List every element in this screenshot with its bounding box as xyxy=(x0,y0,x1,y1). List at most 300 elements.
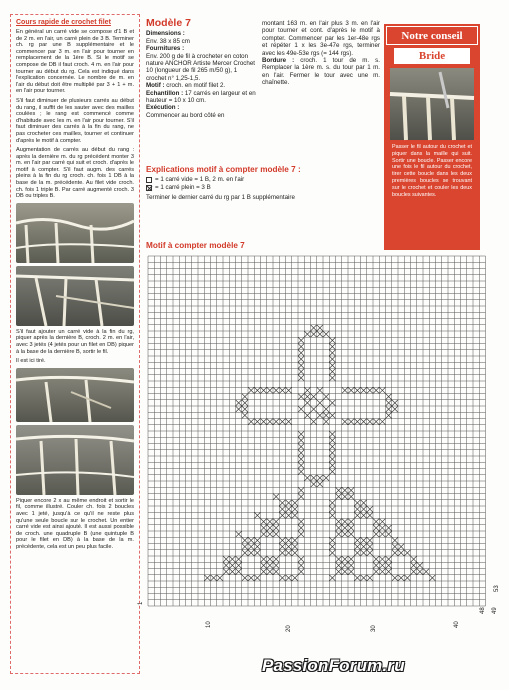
crossed-square xyxy=(392,406,398,412)
crossed-square xyxy=(423,569,429,575)
grid-lines xyxy=(148,256,486,606)
crossed-square xyxy=(386,525,392,531)
crossed-square xyxy=(329,337,335,343)
crossed-square xyxy=(286,537,292,543)
crossed-square xyxy=(411,569,417,575)
crossed-square xyxy=(204,575,210,581)
crossed-square xyxy=(342,562,348,568)
crossed-square xyxy=(392,550,398,556)
crossed-square xyxy=(329,469,335,475)
crossed-square xyxy=(367,550,373,556)
crossed-square xyxy=(304,394,310,400)
crossed-square xyxy=(261,387,267,393)
axis-label: 10 xyxy=(206,621,212,628)
crossed-square xyxy=(329,462,335,468)
dimensions-value: Env. 38 x 85 cm xyxy=(146,37,190,45)
crossed-square xyxy=(329,575,335,581)
crossed-square xyxy=(373,556,379,562)
crossed-square xyxy=(398,544,404,550)
crossed-square xyxy=(304,387,310,393)
crossed-square xyxy=(279,537,285,543)
crossed-square xyxy=(292,500,298,506)
crossed-square xyxy=(323,406,329,412)
sidebar-paragraph: En général un carré vide se compose d'1 B et de 2 m. en l'air, un carré plein de 3 B. Terminer ch. rg par une B supplémentaire et le commencer par 3 m. en l'air pour tourner en remplacement de la 1ère B. Si le motif se compose de DB il faut croch. 4 m. en l'air pour tourner au début du rg. Cela est indiqué dans l'explication concernée. Le nombre de m. en l'air du début doit être multiplié par 3 + 1 + m. en l'air pour tourner. xyxy=(16,29,134,95)
crossed-square xyxy=(298,531,304,537)
crossed-square xyxy=(386,412,392,418)
crossed-square xyxy=(279,512,285,518)
crossed-square xyxy=(298,562,304,568)
crossed-square xyxy=(311,481,317,487)
crossed-square xyxy=(248,419,254,425)
crossed-square xyxy=(236,406,242,412)
crossed-square xyxy=(267,562,273,568)
crossed-square xyxy=(348,494,354,500)
crossed-square xyxy=(279,506,285,512)
crossed-square xyxy=(411,562,417,568)
crossed-square xyxy=(261,531,267,537)
dimensions-label: Dimensions : xyxy=(146,30,185,38)
stitch-photo xyxy=(390,68,474,140)
crochet-photo-graphic xyxy=(16,368,134,422)
execution-value: Commencer au bord côté en xyxy=(146,111,225,119)
crossed-square xyxy=(323,331,329,337)
tip-stitch-name: Bride xyxy=(394,48,470,64)
crossed-square xyxy=(354,550,360,556)
crossed-square xyxy=(304,331,310,337)
crossed-square xyxy=(298,406,304,412)
crossed-square xyxy=(311,331,317,337)
crossed-square xyxy=(361,500,367,506)
crossed-square xyxy=(354,500,360,506)
crossed-square xyxy=(323,412,329,418)
crossed-square xyxy=(298,569,304,575)
crossed-square xyxy=(336,487,342,493)
crossed-square xyxy=(404,550,410,556)
crossed-square xyxy=(298,369,304,375)
crossed-square xyxy=(298,431,304,437)
crossed-square xyxy=(286,544,292,550)
crochet-course-sidebar xyxy=(10,14,140,674)
crossed-square xyxy=(242,400,248,406)
crossed-square xyxy=(417,562,423,568)
bordure-value: croch. 1 tour de m. s. Remplacer la 1ère m. s. du tour par 1 m. en l'air. Fermer le tour avec une m. chaînette. xyxy=(262,57,380,87)
crochet-photo xyxy=(16,425,134,495)
crossed-square xyxy=(304,400,310,406)
crossed-square xyxy=(248,387,254,393)
crossed-square xyxy=(261,519,267,525)
crossed-square xyxy=(379,556,385,562)
crossed-square xyxy=(336,519,342,525)
crossed-square xyxy=(386,394,392,400)
crossed-square xyxy=(392,400,398,406)
crossed-square xyxy=(273,556,279,562)
crochet-photo-graphic xyxy=(16,203,134,263)
crossed-square xyxy=(279,419,285,425)
crossed-square xyxy=(292,506,298,512)
crossed-square xyxy=(298,444,304,450)
crossed-square xyxy=(367,575,373,581)
crossed-square xyxy=(336,569,342,575)
crossed-square xyxy=(348,487,354,493)
crossed-square xyxy=(223,556,229,562)
crossed-square xyxy=(229,562,235,568)
crossed-square xyxy=(354,512,360,518)
crossed-square xyxy=(361,550,367,556)
crossed-square xyxy=(273,531,279,537)
crossed-square xyxy=(361,506,367,512)
crossed-square xyxy=(267,387,273,393)
crossed-square xyxy=(279,544,285,550)
crossed-square xyxy=(386,400,392,406)
crossed-square xyxy=(429,575,435,581)
crossed-square xyxy=(361,537,367,543)
crossed-square xyxy=(261,556,267,562)
crossed-square xyxy=(279,500,285,506)
crossed-square xyxy=(317,481,323,487)
crossed-square xyxy=(354,575,360,581)
crossed-square xyxy=(398,575,404,581)
crossed-square xyxy=(336,494,342,500)
crossed-square xyxy=(317,412,323,418)
tip-header: Notre conseil xyxy=(386,26,478,45)
crossed-square xyxy=(292,544,298,550)
crossed-square xyxy=(242,406,248,412)
crossed-square xyxy=(273,525,279,531)
crossed-square xyxy=(267,525,273,531)
crossed-square xyxy=(367,387,373,393)
crossed-square xyxy=(379,519,385,525)
crossed-square xyxy=(286,500,292,506)
crossed-square xyxy=(329,362,335,368)
crossed-square xyxy=(298,487,304,493)
crossed-square xyxy=(292,575,298,581)
crossed-square xyxy=(329,512,335,518)
motif-value: croch. en motif filet 2. xyxy=(166,82,226,90)
crossed-square xyxy=(311,419,317,425)
crossed-square xyxy=(367,544,373,550)
crossed-square xyxy=(373,519,379,525)
crossed-square xyxy=(298,519,304,525)
crossed-square xyxy=(329,506,335,512)
sidebar-title: Cours rapide de crochet filet xyxy=(16,19,111,26)
motif-label: Motif : xyxy=(146,82,165,90)
crossed-square xyxy=(329,437,335,443)
axis-label: 53 xyxy=(494,585,500,592)
crossed-square xyxy=(229,569,235,575)
axis-label: 20 xyxy=(286,625,292,632)
crossed-square xyxy=(217,575,223,581)
sidebar-paragraph: Augmentation de carrés au début du rang : après la dernière m. du rg précédent monter 3 m. en l'air par carré qui suit et croch. d'après le motif à compter. S'il faut augm. des carrés pleins à la fin du rg croch. ch. fois 1 DB à la base de la m. précédente. Au filet vide croch. ch. fois 1 triple B. Par carré augmenté croch. 3 DB ou triples B. xyxy=(16,147,134,200)
crossed-square xyxy=(286,419,292,425)
crossed-square xyxy=(211,575,217,581)
crossed-square xyxy=(342,419,348,425)
stitch-photo-graphic xyxy=(390,68,474,140)
crossed-square xyxy=(342,494,348,500)
crossed-square xyxy=(348,419,354,425)
crossed-square xyxy=(261,525,267,531)
filet-chart-grid xyxy=(140,252,504,656)
crossed-square xyxy=(342,531,348,537)
crossed-square xyxy=(242,412,248,418)
crossed-square xyxy=(342,487,348,493)
tip-text: Passer le fil autour du crochet et piquer dans la maille qui suit. Sortir une boucle. Passer encore une fois le fil autour du crochet, tirer cette boucle dans les deux premières boucles se trouvant sur le crochet et couler les deux boucles suivantes. xyxy=(392,144,472,198)
execution-label: Exécution : xyxy=(146,104,180,112)
model-instructions-continued xyxy=(262,20,380,87)
crossed-square xyxy=(292,550,298,556)
crossed-square xyxy=(348,556,354,562)
crossed-square xyxy=(298,556,304,562)
crossed-square xyxy=(242,394,248,400)
crossed-square xyxy=(242,544,248,550)
crossed-square xyxy=(323,475,329,481)
crossed-square xyxy=(292,512,298,518)
echantillon-value: 17 carrés en largeur et en hauteur = 10 x 10 cm. xyxy=(146,89,256,105)
crossed-square xyxy=(304,412,310,418)
axis-label: 48 xyxy=(480,607,486,614)
crossed-square xyxy=(298,356,304,362)
crossed-square xyxy=(298,456,304,462)
crossed-square xyxy=(379,525,385,531)
crossed-square xyxy=(379,387,385,393)
crossed-square xyxy=(254,512,260,518)
crossed-square xyxy=(367,512,373,518)
crossed-square xyxy=(298,462,304,468)
crossed-square xyxy=(261,419,267,425)
bordure-label: Bordure : xyxy=(262,57,295,65)
chart-title: Motif à compter modèle 7 xyxy=(146,241,245,250)
crossed-square xyxy=(354,506,360,512)
crossed-square xyxy=(361,419,367,425)
crossed-square xyxy=(292,537,298,543)
axis-label: 40 xyxy=(454,621,460,628)
explanations-title: Explications motif à compter modèle 7 : xyxy=(146,165,301,174)
crossed-square xyxy=(354,537,360,543)
crossed-square xyxy=(329,431,335,437)
crossed-square xyxy=(261,562,267,568)
crossed-square xyxy=(298,437,304,443)
fournitures-label: Fournitures : xyxy=(146,45,185,53)
crossed-square xyxy=(267,556,273,562)
crossed-square xyxy=(298,337,304,343)
sidebar-paragraph: Piquer encore 2 x au même endroit et sortir le fil, comme illustré. Couler ch. fois 2 boucles avec 1 jeté, jusqu'à ce qu'il ne reste plus qu'une seule boucle sur le crochet. Un entier carré vide est ainsi ajouté. Il est aussi possible de croch. une quadruple B (une quintuple B pour le filet en DB) à la base de la m. précédente, cela est un peu plus facile. xyxy=(16,497,134,550)
crossed-square xyxy=(317,387,323,393)
crossed-square xyxy=(373,419,379,425)
crossed-square xyxy=(361,512,367,518)
axis-label: 30 xyxy=(371,625,377,632)
crossed-square xyxy=(379,562,385,568)
crossed-square xyxy=(273,387,279,393)
crochet-photo xyxy=(16,266,134,326)
crossed-square xyxy=(342,525,348,531)
crossed-square xyxy=(279,550,285,556)
legend-empty-text: = 1 carré vide = 1 B, 2 m. en l'air xyxy=(155,176,245,183)
axis-label: 49 xyxy=(492,607,498,614)
crossed-square xyxy=(398,550,404,556)
crossed-square xyxy=(336,556,342,562)
crossed-square xyxy=(404,575,410,581)
crossed-square xyxy=(317,400,323,406)
sidebar-paragraph: Il est ici tiré. xyxy=(16,358,46,365)
execution-continued: montant 163 m. en l'air plus 3 m. en l'air pour tourner et cont. d'après le motif à compter. Commencer par les 1er-48e rgs et répéter 1 x les 3e-47e rgs, terminer avec les 49e-53e rgs (= 144 rgs). xyxy=(262,20,380,57)
crossed-square xyxy=(236,531,242,537)
crossed-square xyxy=(329,456,335,462)
crossed-square xyxy=(298,394,304,400)
watermark: PassionForum.ru xyxy=(262,656,405,675)
crochet-photo-graphic xyxy=(16,266,134,326)
legend-full-row xyxy=(146,184,371,192)
crossed-square xyxy=(354,419,360,425)
crossed-square xyxy=(311,325,317,331)
crossed-square xyxy=(298,362,304,368)
crossed-square xyxy=(386,569,392,575)
crossed-square xyxy=(248,550,254,556)
crossed-square xyxy=(298,450,304,456)
crossed-square xyxy=(248,575,254,581)
crossed-square xyxy=(254,550,260,556)
crossed-square xyxy=(348,569,354,575)
crossed-square xyxy=(342,387,348,393)
crossed-square xyxy=(311,475,317,481)
crossed-square xyxy=(254,387,260,393)
empty-square-icon xyxy=(146,177,152,183)
sidebar-paragraph: S'il faut ajouter un carré vide à la fin du rg, piquer après la dernière B, croch. 2 m. en l'air, avec 3 jetés (4 jetés pour un filet en DB) piquer à la base de la dernière B, sortir le fil. xyxy=(16,328,134,355)
crossed-square xyxy=(354,544,360,550)
crossed-square xyxy=(261,569,267,575)
tip-box xyxy=(384,24,480,250)
crossed-square xyxy=(254,544,260,550)
crossed-square xyxy=(361,544,367,550)
crossed-square xyxy=(279,387,285,393)
crossed-square xyxy=(379,419,385,425)
crossed-square xyxy=(236,556,242,562)
crossed-square xyxy=(279,575,285,581)
crossed-square xyxy=(336,525,342,531)
crossed-square xyxy=(311,406,317,412)
crossed-square xyxy=(317,331,323,337)
crossed-square xyxy=(298,494,304,500)
crossed-square xyxy=(367,537,373,543)
crossed-square xyxy=(329,444,335,450)
end-note: Terminer le dernier carré du rg par 1 B supplémentaire xyxy=(146,194,295,201)
crossed-square xyxy=(242,550,248,556)
crossed-square xyxy=(336,531,342,537)
crossed-square xyxy=(329,400,335,406)
crossed-square xyxy=(286,387,292,393)
crossed-square xyxy=(236,562,242,568)
crossed-square xyxy=(342,519,348,525)
echantillon-label: Echantillon : xyxy=(146,89,184,97)
crossed-square xyxy=(298,375,304,381)
crossed-square xyxy=(348,562,354,568)
crossed-square xyxy=(373,531,379,537)
crossed-square xyxy=(329,369,335,375)
crossed-square xyxy=(392,575,398,581)
crossed-square xyxy=(342,556,348,562)
legend-full-text: = 1 carré plein = 3 B xyxy=(155,184,211,191)
crossed-square xyxy=(267,569,273,575)
crossed-square xyxy=(386,531,392,537)
crossed-square xyxy=(329,450,335,456)
crossed-square xyxy=(329,375,335,381)
crossed-square xyxy=(354,387,360,393)
crossed-square-icon xyxy=(146,185,152,191)
crochet-photo-graphic xyxy=(16,425,134,495)
crossed-square xyxy=(273,419,279,425)
crossed-square xyxy=(286,506,292,512)
crossed-square xyxy=(361,575,367,581)
sidebar-paragraph: S'il faut diminuer de plusieurs carrés au début du rang, il suffit de les sauter avec des mailles coulées ; le rang est commencé comme d'habitude avec les m. en l'air pour tourner. S'il faut diminuer des carrés à la fin du rang, ne pas crocheter ces mailles, tourner et continuer d'après le motif à compter. xyxy=(16,97,134,144)
crossed-square xyxy=(386,406,392,412)
model-title: Modèle 7 xyxy=(146,17,191,29)
crossed-square xyxy=(323,419,329,425)
crossed-square xyxy=(379,531,385,537)
crossed-square xyxy=(273,494,279,500)
crossed-square xyxy=(317,475,323,481)
crossed-square xyxy=(317,325,323,331)
model-instructions xyxy=(146,17,256,119)
crossed-square xyxy=(267,519,273,525)
crossed-square xyxy=(248,544,254,550)
crossed-square xyxy=(348,519,354,525)
crossed-squares xyxy=(204,325,435,581)
crossed-square xyxy=(348,531,354,537)
crossed-square xyxy=(223,562,229,568)
crossed-square xyxy=(348,525,354,531)
crossed-square xyxy=(229,556,235,562)
crossed-square xyxy=(373,569,379,575)
crossed-square xyxy=(254,575,260,581)
crossed-square xyxy=(236,569,242,575)
crossed-square xyxy=(298,469,304,475)
crossed-square xyxy=(223,569,229,575)
fournitures-value: Env. 200 g de fil à crocheter en coton nature ANCHOR Artiste Mercer Crochet 10 (longueur de fil 265 m/50 g), 1 crochet n° 1,25-1,5. xyxy=(146,52,256,82)
crossed-square xyxy=(417,569,423,575)
crossed-square xyxy=(267,419,273,425)
crossed-square xyxy=(336,562,342,568)
crossed-square xyxy=(367,506,373,512)
crossed-square xyxy=(373,525,379,531)
crossed-square xyxy=(386,556,392,562)
filet-chart xyxy=(140,252,504,656)
crossed-square xyxy=(329,500,335,506)
crossed-square xyxy=(329,550,335,556)
crossed-square xyxy=(329,344,335,350)
crossed-square xyxy=(304,475,310,481)
crossed-square xyxy=(273,519,279,525)
crossed-square xyxy=(342,569,348,575)
crossed-square xyxy=(329,544,335,550)
crossed-square xyxy=(298,525,304,531)
crossed-square xyxy=(267,531,273,537)
crossed-square xyxy=(242,575,248,581)
crossed-square xyxy=(236,400,242,406)
crossed-square xyxy=(373,562,379,568)
crossed-square xyxy=(298,350,304,356)
crossed-square xyxy=(273,569,279,575)
crossed-square xyxy=(386,562,392,568)
crossed-square xyxy=(348,387,354,393)
crossed-square xyxy=(329,356,335,362)
crossed-square xyxy=(411,556,417,562)
crochet-photo xyxy=(16,203,134,263)
crossed-square xyxy=(392,544,398,550)
crossed-square xyxy=(286,575,292,581)
crossed-square xyxy=(367,419,373,425)
crossed-square xyxy=(254,537,260,543)
legend-empty-row xyxy=(146,176,371,184)
crochet-photo xyxy=(16,368,134,422)
crossed-square xyxy=(286,550,292,556)
